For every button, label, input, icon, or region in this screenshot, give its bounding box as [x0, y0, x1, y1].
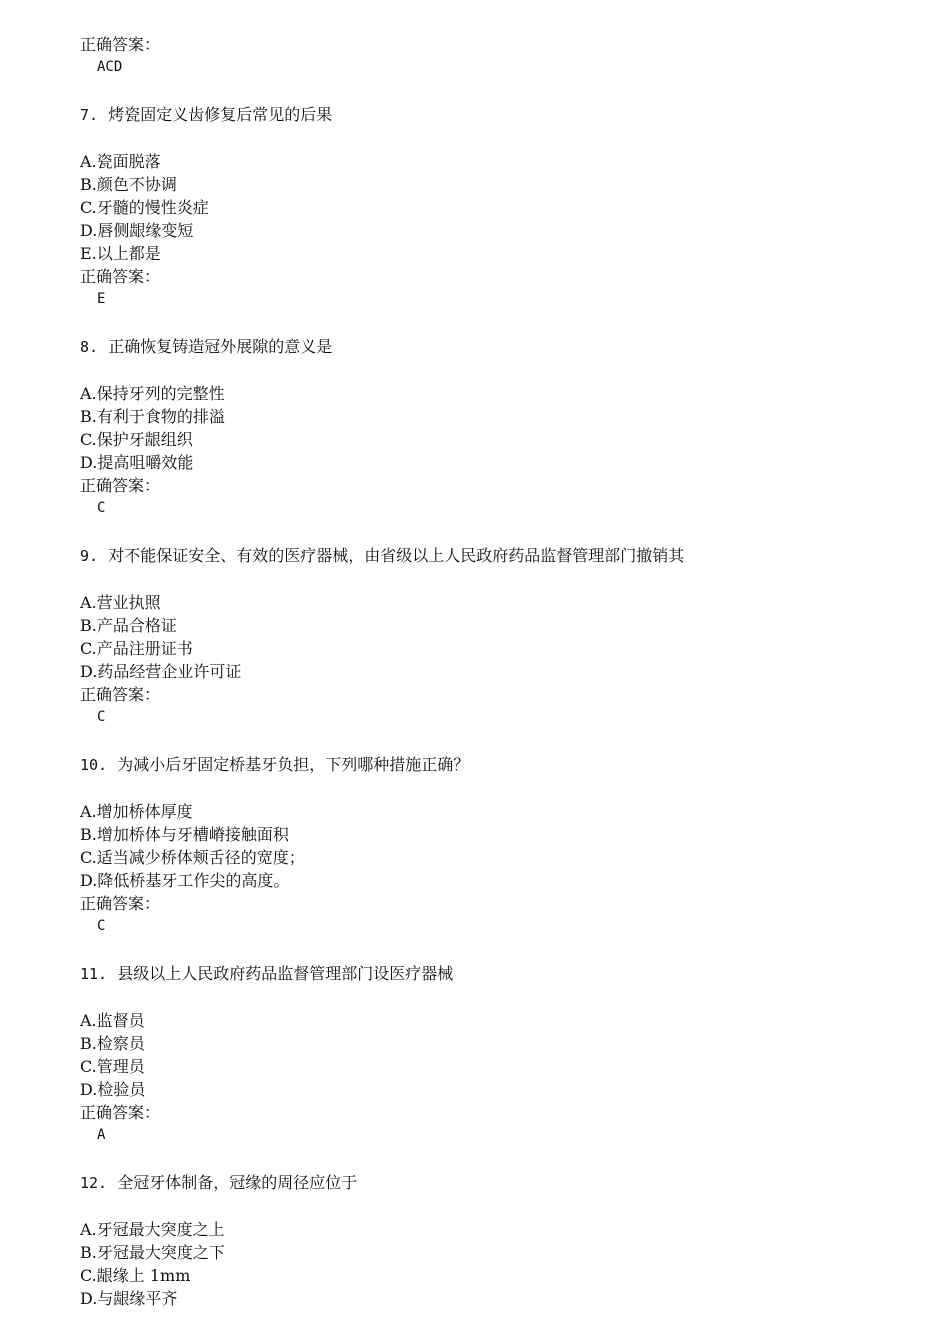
question-number: 12. [80, 1174, 108, 1192]
previous-answer [80, 33, 900, 79]
option-a: A.营业执照 [80, 593, 161, 612]
option-d: D.降低桥基牙工作尖的高度。 [80, 871, 290, 890]
document-page [80, 33, 900, 1310]
question-8 [80, 335, 900, 520]
option-b: B.有利于食物的排溢 [80, 407, 225, 426]
answer-value: A [97, 1127, 106, 1143]
option-c: C.保护牙龈组织 [80, 430, 193, 449]
question-text: 正确恢复铸造冠外展隙的意义是 [108, 337, 333, 356]
option-list [80, 1218, 900, 1310]
option-list [80, 800, 900, 892]
option-b: B.检察员 [80, 1034, 145, 1053]
option-a: A.增加桥体厚度 [80, 802, 193, 821]
question-11 [80, 962, 900, 1147]
question-number: 10. [80, 756, 108, 774]
question-text: 烤瓷固定义齿修复后常见的后果 [108, 105, 333, 124]
option-b: B.增加桥体与牙槽嵴接触面积 [80, 825, 289, 844]
question-text: 全冠牙体制备，冠缘的周径应位于 [117, 1173, 358, 1192]
answer-label: 正确答案： [80, 1103, 161, 1122]
answer-label: 正确答案： [80, 267, 161, 286]
option-c: C.产品注册证书 [80, 639, 193, 658]
option-b: B.颜色不协调 [80, 175, 177, 194]
option-d: D.提高咀嚼效能 [80, 453, 194, 472]
answer-value: C [97, 500, 106, 516]
option-d: D.与龈缘平齐 [80, 1289, 178, 1308]
question-title [80, 103, 900, 126]
option-a: A.瓷面脱落 [80, 152, 161, 171]
option-d: D.药品经营企业许可证 [80, 662, 242, 681]
option-a: A.监督员 [80, 1011, 145, 1030]
question-title [80, 544, 900, 567]
question-text: 县级以上人民政府药品监督管理部门设医疗器械 [117, 964, 454, 983]
question-text: 对不能保证安全、有效的医疗器械，由省级以上人民政府药品监督管理部门撤销其 [108, 546, 685, 565]
question-12 [80, 1171, 900, 1310]
option-c: C.管理员 [80, 1057, 145, 1076]
option-b: B.产品合格证 [80, 616, 177, 635]
question-7 [80, 103, 900, 311]
question-9 [80, 544, 900, 729]
question-number: 7. [80, 106, 99, 124]
question-text: 为减小后牙固定桥基牙负担，下列哪种措施正确？ [117, 755, 470, 774]
question-number: 8. [80, 338, 99, 356]
option-c: C.龈缘上 1mm [80, 1266, 191, 1285]
question-10 [80, 753, 900, 938]
question-title [80, 962, 900, 985]
option-list [80, 1009, 900, 1101]
answer-value: E [97, 291, 106, 307]
option-list [80, 150, 900, 265]
answer-value: C [97, 918, 106, 934]
question-number: 9. [80, 547, 99, 565]
option-a: A.保持牙列的完整性 [80, 384, 225, 403]
question-number: 11. [80, 965, 108, 983]
option-d: D.唇侧龈缘变短 [80, 221, 194, 240]
question-title [80, 335, 900, 358]
option-c: C.牙髓的慢性炎症 [80, 198, 209, 217]
answer-value: ACD [97, 59, 123, 75]
option-e: E.以上都是 [80, 244, 161, 263]
answer-label: 正确答案： [80, 476, 161, 495]
option-b: B.牙冠最大突度之下 [80, 1243, 225, 1262]
option-d: D.检验员 [80, 1080, 146, 1099]
answer-label: 正确答案： [80, 894, 161, 913]
option-list [80, 382, 900, 474]
option-c: C.适当减少桥体颊舌径的宽度； [80, 848, 305, 867]
question-title [80, 753, 900, 776]
option-a: A.牙冠最大突度之上 [80, 1220, 225, 1239]
option-list [80, 591, 900, 683]
question-title [80, 1171, 900, 1194]
answer-label: 正确答案： [80, 685, 161, 704]
answer-label: 正确答案： [80, 35, 161, 54]
answer-value: C [97, 709, 106, 725]
